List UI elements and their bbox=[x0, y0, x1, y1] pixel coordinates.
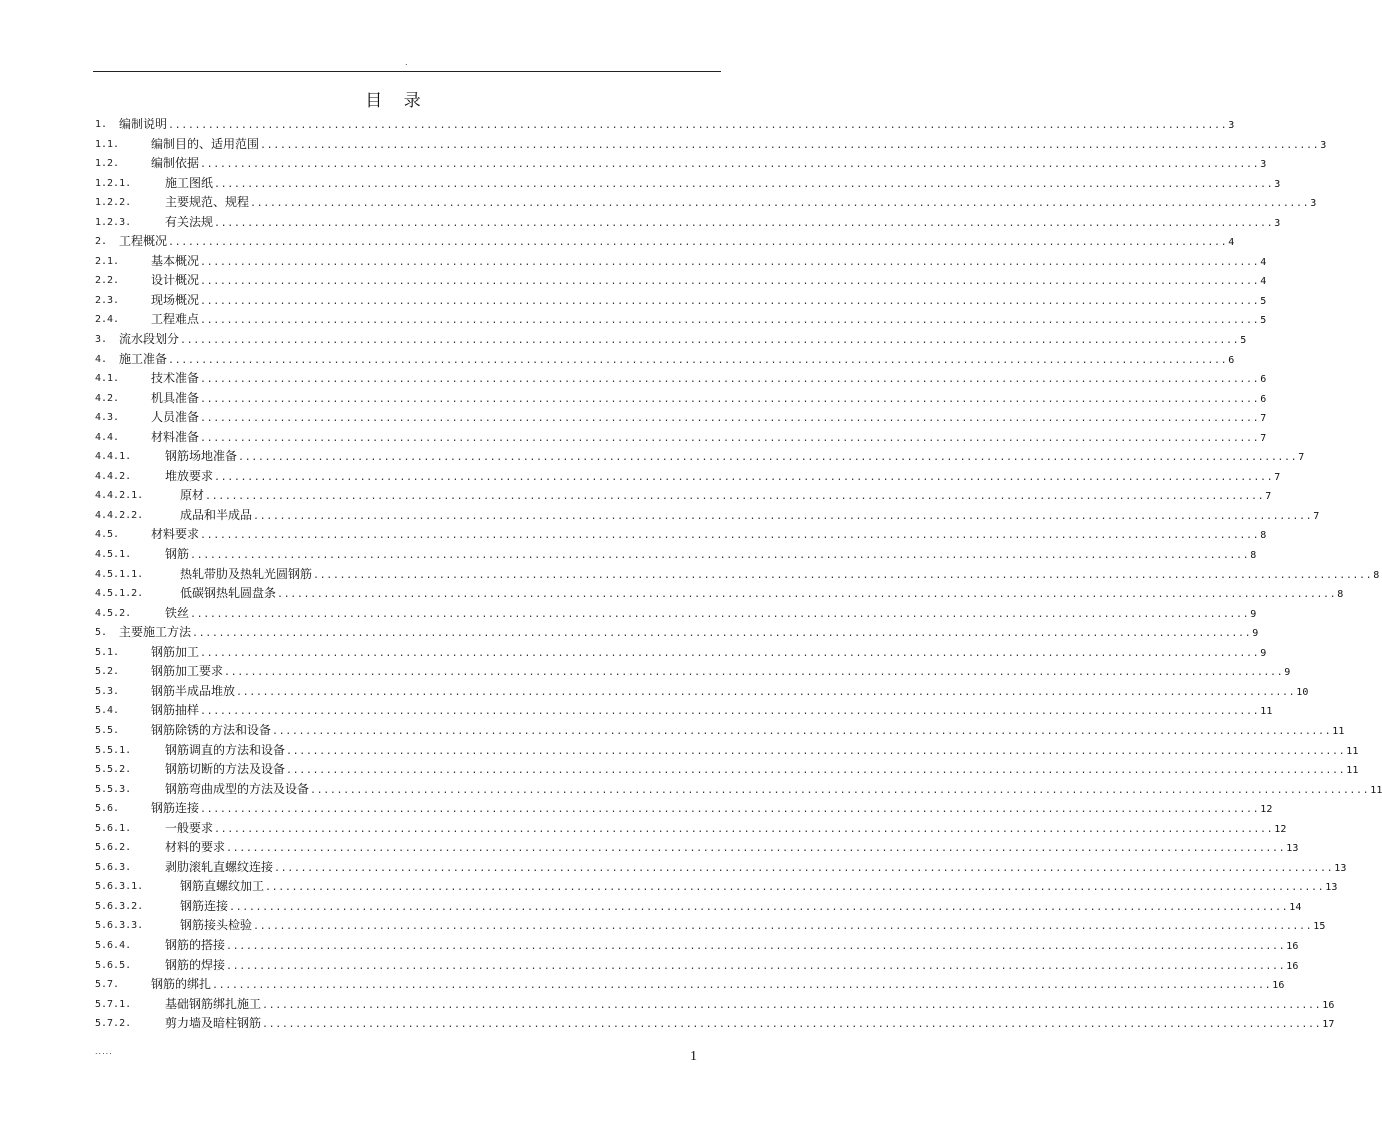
toc-entry-label: 人员准备 bbox=[151, 408, 200, 428]
toc-leader-dots: ................................................................................................................................................................ bbox=[286, 765, 1346, 777]
toc-entry[interactable] bbox=[95, 741, 1359, 761]
toc-entry-page: 7 bbox=[1260, 432, 1267, 444]
toc-entry-line bbox=[180, 565, 1380, 586]
toc-entry[interactable] bbox=[95, 447, 1305, 467]
toc-entry-line bbox=[165, 936, 1299, 957]
toc-leader-dots: ................................................................................................................................................................ bbox=[274, 862, 1334, 874]
toc-entry-label: 钢筋的绑扎 bbox=[151, 975, 212, 995]
toc-entry-page: 16 bbox=[1286, 940, 1299, 952]
toc-entry-label: 材料要求 bbox=[151, 525, 200, 545]
toc-entry-page: 10 bbox=[1296, 686, 1309, 698]
toc-entry-line bbox=[165, 193, 1317, 214]
toc-entry-label: 钢筋 bbox=[165, 545, 190, 565]
toc-entry-page: 6 bbox=[1228, 354, 1235, 366]
toc-entry-page: 3 bbox=[1274, 178, 1281, 190]
toc-entry-number: 5.5.2. bbox=[95, 764, 132, 776]
toc-entry-line bbox=[180, 486, 1272, 507]
toc-entry-line bbox=[151, 975, 1285, 996]
toc-entry-page: 11 bbox=[1332, 725, 1345, 737]
toc-entry-page: 7 bbox=[1274, 471, 1281, 483]
toc-entry-number: 3. bbox=[95, 334, 108, 346]
toc-entry-label: 主要施工方法 bbox=[119, 623, 192, 643]
toc-entry-label: 一般要求 bbox=[165, 819, 214, 839]
toc-entry-number: 4.4.1. bbox=[95, 451, 132, 463]
toc-entry-number: 4.4.2.1. bbox=[95, 490, 144, 502]
toc-entry-label: 基础钢筋绑扎施工 bbox=[165, 995, 262, 1015]
toc-entry-label: 钢筋加工要求 bbox=[151, 662, 224, 682]
toc-leader-dots: ................................................................................................................................................................ bbox=[214, 178, 1274, 190]
toc-entry-page: 14 bbox=[1289, 901, 1302, 913]
toc-entry[interactable] bbox=[95, 721, 1345, 741]
toc-entry[interactable] bbox=[95, 213, 1281, 233]
toc-entry[interactable] bbox=[95, 799, 1273, 819]
toc-entry-number: 4.4. bbox=[95, 431, 120, 443]
toc-entry-number: 5.2. bbox=[95, 666, 120, 678]
toc-entry[interactable] bbox=[95, 467, 1281, 487]
toc-entry-number: 2.3. bbox=[95, 294, 120, 306]
toc-entry-number: 4.5.1.2. bbox=[95, 588, 144, 600]
toc-entry-page: 7 bbox=[1313, 510, 1320, 522]
toc-leader-dots: ................................................................................................................................................................ bbox=[313, 569, 1373, 581]
toc-leader-dots: ................................................................................................................................................................ bbox=[224, 667, 1284, 679]
toc-entry-number: 1.2.3. bbox=[95, 216, 132, 228]
toc-entry-line bbox=[119, 115, 1235, 136]
toc-entry-line bbox=[165, 780, 1382, 801]
toc-entry[interactable] bbox=[95, 115, 1235, 135]
toc-leader-dots: ................................................................................................................................................................ bbox=[168, 354, 1228, 366]
toc-leader-dots: ................................................................................................................................................................ bbox=[168, 120, 1228, 131]
toc-leader-dots: ................................................................................................................................................................ bbox=[180, 335, 1240, 347]
toc-entry-number: 5.5.1. bbox=[95, 744, 132, 756]
toc-leader-dots: ................................................................................................................................................................ bbox=[236, 686, 1296, 698]
toc-entry-line bbox=[180, 916, 1326, 937]
toc-entry-line bbox=[180, 506, 1320, 527]
toc-leader-dots: ................................................................................................................................................................ bbox=[190, 550, 1250, 562]
toc-entry-number: 4.5. bbox=[95, 529, 120, 541]
toc-entry-line bbox=[151, 662, 1291, 683]
toc-entry-page: 11 bbox=[1346, 765, 1359, 777]
toc-entry-page: 8 bbox=[1260, 530, 1267, 542]
toc-entry-label: 钢筋连接 bbox=[151, 799, 200, 819]
toc-entry-label: 剪力墙及暗柱钢筋 bbox=[165, 1014, 262, 1034]
toc-entry-page: 3 bbox=[1320, 139, 1327, 151]
toc-entry[interactable] bbox=[95, 760, 1359, 780]
toc-leader-dots: ................................................................................................................................................................ bbox=[200, 374, 1260, 386]
toc-title: 目 录 bbox=[365, 91, 429, 111]
toc-leader-dots: ................................................................................................................................................................ bbox=[286, 745, 1346, 757]
toc-entry-number: 5.7.2. bbox=[95, 1018, 132, 1030]
toc-entry-line bbox=[165, 174, 1281, 195]
toc-entry-line bbox=[165, 741, 1359, 762]
toc-entry-number: 4.3. bbox=[95, 412, 120, 424]
toc-entry-line bbox=[151, 643, 1267, 664]
toc-entry-line bbox=[165, 995, 1335, 1016]
toc-entry[interactable] bbox=[95, 819, 1287, 839]
toc-entry-page: 7 bbox=[1260, 413, 1267, 425]
toc-entry-page: 16 bbox=[1272, 980, 1285, 992]
toc-entry-number: 5.6.3.1. bbox=[95, 881, 144, 893]
toc-entry-label: 工程难点 bbox=[151, 310, 200, 330]
toc-entry[interactable] bbox=[95, 916, 1326, 936]
toc-entry-page: 3 bbox=[1228, 120, 1235, 131]
toc-entry-page: 9 bbox=[1252, 628, 1259, 640]
toc-entry-page: 8 bbox=[1250, 550, 1257, 562]
toc-entry-page: 7 bbox=[1265, 491, 1272, 503]
toc-entry-line bbox=[119, 330, 1247, 351]
toc-entry[interactable] bbox=[95, 271, 1267, 291]
toc-entry-number: 4.5.2. bbox=[95, 607, 132, 619]
toc-entry-page: 4 bbox=[1228, 237, 1235, 249]
toc-leader-dots: ................................................................................................................................................................ bbox=[192, 628, 1252, 640]
toc-entry-page: 8 bbox=[1373, 569, 1380, 581]
toc-entry-line bbox=[151, 389, 1267, 410]
toc-entry-page: 9 bbox=[1284, 667, 1291, 679]
toc-entry[interactable] bbox=[95, 310, 1267, 330]
toc-entry-number: 5. bbox=[95, 627, 108, 639]
toc-entry-label: 钢筋调直的方法和设备 bbox=[165, 741, 286, 761]
toc-entry-number: 5.5. bbox=[95, 724, 120, 736]
toc-entry-label: 钢筋连接 bbox=[180, 897, 229, 917]
toc-leader-dots: ................................................................................................................................................................ bbox=[226, 843, 1286, 855]
toc-leader-dots: ................................................................................................................................................................ bbox=[200, 413, 1260, 425]
toc-entry-number: 5.3. bbox=[95, 685, 120, 697]
toc-entry-number: 5.6.1. bbox=[95, 822, 132, 834]
toc-entry-label: 主要规范、规程 bbox=[165, 193, 250, 213]
toc-entry-number: 4.5.1.1. bbox=[95, 568, 144, 580]
toc-entry-line bbox=[151, 701, 1273, 722]
toc-entry-label: 原材 bbox=[180, 486, 205, 506]
toc-entry-number: 5.6.2. bbox=[95, 842, 132, 854]
toc-entry-label: 编制说明 bbox=[119, 115, 168, 135]
toc-leader-dots: ................................................................................................................................................................ bbox=[190, 608, 1250, 620]
toc-entry[interactable] bbox=[95, 135, 1327, 155]
toc-entry[interactable] bbox=[95, 858, 1347, 878]
toc-entry-line bbox=[180, 877, 1338, 898]
toc-entry-number: 4.5.1. bbox=[95, 549, 132, 561]
toc-entry[interactable] bbox=[95, 1014, 1335, 1034]
toc-entry[interactable] bbox=[95, 565, 1380, 585]
toc-entry[interactable] bbox=[95, 486, 1272, 506]
toc-leader-dots: ................................................................................................................................................................ bbox=[200, 276, 1260, 288]
toc-leader-dots: ................................................................................................................................................................ bbox=[212, 980, 1272, 992]
toc-entry-page: 15 bbox=[1313, 921, 1326, 933]
toc-entry-page: 5 bbox=[1260, 315, 1267, 327]
toc-entry[interactable] bbox=[95, 936, 1299, 956]
toc-entry-line bbox=[165, 1014, 1335, 1035]
toc-leader-dots: ................................................................................................................................................................ bbox=[253, 921, 1313, 933]
toc-leader-dots: ................................................................................................................................................................ bbox=[200, 256, 1260, 268]
toc-entry-label: 设计概况 bbox=[151, 271, 200, 291]
toc-entry-number: 2.4. bbox=[95, 314, 120, 326]
toc-entry-page: 4 bbox=[1260, 276, 1267, 288]
toc-entry-page: 4 bbox=[1260, 256, 1267, 268]
toc-leader-dots: ................................................................................................................................................................ bbox=[226, 960, 1286, 972]
toc-entry-page: 5 bbox=[1240, 335, 1247, 347]
toc-entry-page: 13 bbox=[1325, 882, 1338, 894]
toc-entry-number: 2.1. bbox=[95, 255, 120, 267]
toc-entry-page: 3 bbox=[1260, 159, 1267, 171]
toc-entry-number: 5.4. bbox=[95, 705, 120, 717]
toc-leader-dots: ................................................................................................................................................................ bbox=[200, 804, 1260, 816]
toc-entry-line bbox=[165, 213, 1281, 234]
toc-entry[interactable] bbox=[95, 350, 1235, 370]
toc-entry[interactable] bbox=[95, 369, 1267, 389]
toc-entry-line bbox=[165, 956, 1299, 977]
toc-entry[interactable] bbox=[95, 330, 1247, 350]
toc-entry[interactable] bbox=[95, 408, 1267, 428]
toc-entry[interactable] bbox=[95, 525, 1267, 545]
toc-entry[interactable] bbox=[95, 584, 1344, 604]
toc-entry[interactable] bbox=[95, 174, 1281, 194]
toc-entry-page: 7 bbox=[1298, 452, 1305, 464]
toc-leader-dots: ................................................................................................................................................................ bbox=[200, 159, 1260, 171]
toc-entry-number: 4.2. bbox=[95, 392, 120, 404]
toc-entry[interactable] bbox=[95, 682, 1309, 702]
toc-entry-label: 工程概况 bbox=[119, 232, 168, 252]
toc-entry-line bbox=[151, 291, 1267, 312]
toc-entry-label: 堆放要求 bbox=[165, 467, 214, 487]
toc-entry-line bbox=[165, 760, 1359, 781]
toc-entry-page: 11 bbox=[1346, 745, 1359, 757]
toc-entry-label: 钢筋的焊接 bbox=[165, 956, 226, 976]
toc-entry-page: 6 bbox=[1260, 374, 1267, 386]
toc-leader-dots: ................................................................................................................................................................ bbox=[205, 491, 1265, 503]
table-of-contents bbox=[95, 115, 1382, 1034]
toc-entry-number: 5.6. bbox=[95, 803, 120, 815]
toc-entry-label: 低碳钢热轧圆盘条 bbox=[180, 584, 277, 604]
toc-leader-dots: ................................................................................................................................................................ bbox=[253, 510, 1313, 522]
toc-entry-number: 4.4.2.2. bbox=[95, 509, 144, 521]
toc-entry-line bbox=[119, 350, 1235, 371]
toc-entry-page: 9 bbox=[1260, 647, 1267, 659]
toc-leader-dots: ................................................................................................................................................................ bbox=[277, 589, 1337, 601]
toc-entry-number: 1.2. bbox=[95, 158, 120, 170]
toc-entry-label: 材料的要求 bbox=[165, 838, 226, 858]
toc-entry-number: 5.6.4. bbox=[95, 939, 132, 951]
toc-entry-page: 11 bbox=[1370, 784, 1382, 796]
footer-mark: ..... bbox=[95, 1047, 113, 1056]
toc-entry-label: 钢筋加工 bbox=[151, 643, 200, 663]
toc-entry-line bbox=[119, 232, 1235, 253]
toc-entry-line bbox=[151, 135, 1327, 156]
toc-entry-label: 编制目的、适用范围 bbox=[151, 135, 260, 155]
toc-leader-dots: ................................................................................................................................................................ bbox=[200, 432, 1260, 444]
toc-entry[interactable] bbox=[95, 643, 1267, 663]
toc-entry-line bbox=[180, 584, 1344, 605]
toc-entry-number: 1.2.2. bbox=[95, 197, 132, 209]
toc-leader-dots: ................................................................................................................................................................ bbox=[250, 198, 1310, 210]
toc-entry-page: 12 bbox=[1274, 823, 1287, 835]
toc-entry-page: 16 bbox=[1286, 960, 1299, 972]
toc-entry-label: 钢筋直螺纹加工 bbox=[180, 877, 265, 897]
toc-entry-label: 施工图纸 bbox=[165, 174, 214, 194]
toc-leader-dots: ................................................................................................................................................................ bbox=[310, 784, 1370, 796]
toc-entry-page: 9 bbox=[1250, 608, 1257, 620]
toc-leader-dots: ................................................................................................................................................................ bbox=[200, 706, 1260, 718]
toc-entry-number: 1.1. bbox=[95, 138, 120, 150]
toc-entry[interactable] bbox=[95, 975, 1285, 995]
toc-entry-label: 材料准备 bbox=[151, 428, 200, 448]
toc-entry-page: 13 bbox=[1334, 862, 1347, 874]
toc-entry[interactable] bbox=[95, 956, 1299, 976]
toc-entry-number: 5.5.3. bbox=[95, 783, 132, 795]
toc-entry[interactable] bbox=[95, 252, 1267, 272]
toc-entry[interactable] bbox=[95, 877, 1338, 897]
toc-entry-number: 5.1. bbox=[95, 646, 120, 658]
toc-entry-line bbox=[151, 682, 1309, 703]
toc-leader-dots: ................................................................................................................................................................ bbox=[200, 315, 1260, 327]
toc-entry[interactable] bbox=[95, 780, 1382, 800]
toc-entry-line bbox=[151, 310, 1267, 331]
page-number: 1 bbox=[690, 1049, 697, 1064]
toc-entry[interactable] bbox=[95, 897, 1302, 917]
toc-entry-page: 3 bbox=[1274, 217, 1281, 229]
toc-entry-label: 钢筋接头检验 bbox=[180, 916, 253, 936]
toc-entry-number: 4.4.2. bbox=[95, 470, 132, 482]
toc-entry-label: 钢筋场地准备 bbox=[165, 447, 238, 467]
header-mark: . bbox=[405, 58, 408, 67]
header-rule bbox=[93, 71, 721, 72]
toc-entry-number: 4.1. bbox=[95, 373, 120, 385]
toc-entry-number: 5.6.3. bbox=[95, 861, 132, 873]
toc-entry-label: 机具准备 bbox=[151, 389, 200, 409]
toc-entry[interactable] bbox=[95, 995, 1335, 1015]
toc-entry-label: 钢筋除锈的方法和设备 bbox=[151, 721, 272, 741]
toc-entry-page: 13 bbox=[1286, 843, 1299, 855]
toc-entry-label: 编制依据 bbox=[151, 154, 200, 174]
toc-entry[interactable] bbox=[95, 604, 1257, 624]
toc-entry-label: 钢筋切断的方法及设备 bbox=[165, 760, 286, 780]
toc-entry-page: 6 bbox=[1260, 393, 1267, 405]
toc-entry-page: 17 bbox=[1322, 1019, 1335, 1031]
toc-leader-dots: ................................................................................................................................................................ bbox=[260, 139, 1320, 151]
toc-entry-line bbox=[180, 897, 1302, 918]
toc-leader-dots: ................................................................................................................................................................ bbox=[168, 237, 1228, 249]
toc-entry-number: 1.2.1. bbox=[95, 177, 132, 189]
toc-entry-number: 5.7.1. bbox=[95, 998, 132, 1010]
toc-leader-dots: ................................................................................................................................................................ bbox=[214, 471, 1274, 483]
toc-entry-page: 12 bbox=[1260, 804, 1273, 816]
toc-leader-dots: ................................................................................................................................................................ bbox=[214, 823, 1274, 835]
toc-entry-line bbox=[151, 369, 1267, 390]
toc-entry-line bbox=[165, 838, 1299, 859]
toc-entry[interactable] bbox=[95, 623, 1259, 643]
toc-entry-line bbox=[119, 623, 1259, 644]
toc-leader-dots: ................................................................................................................................................................ bbox=[265, 882, 1325, 894]
toc-entry-label: 铁丝 bbox=[165, 604, 190, 624]
toc-entry[interactable] bbox=[95, 193, 1317, 213]
toc-entry[interactable] bbox=[95, 545, 1257, 565]
toc-leader-dots: ................................................................................................................................................................ bbox=[272, 725, 1332, 737]
toc-entry[interactable] bbox=[95, 232, 1235, 252]
toc-entry-line bbox=[151, 408, 1267, 429]
toc-entry-number: 5.7. bbox=[95, 979, 120, 991]
toc-entry-line bbox=[151, 252, 1267, 273]
toc-entry-page: 8 bbox=[1337, 589, 1344, 601]
toc-entry[interactable] bbox=[95, 701, 1273, 721]
toc-leader-dots: ................................................................................................................................................................ bbox=[214, 217, 1274, 229]
toc-entry-line bbox=[165, 545, 1257, 566]
toc-entry-label: 热轧带肋及热轧光圆钢筋 bbox=[180, 565, 313, 585]
toc-entry-label: 现场概况 bbox=[151, 291, 200, 311]
toc-entry-label: 流水段划分 bbox=[119, 330, 180, 350]
toc-entry-page: 3 bbox=[1310, 198, 1317, 210]
toc-entry-label: 施工准备 bbox=[119, 350, 168, 370]
toc-leader-dots: ................................................................................................................................................................ bbox=[200, 647, 1260, 659]
toc-entry-number: 4. bbox=[95, 353, 108, 365]
toc-leader-dots: ................................................................................................................................................................ bbox=[262, 999, 1322, 1011]
toc-entry[interactable] bbox=[95, 662, 1291, 682]
toc-entry-line bbox=[151, 721, 1345, 742]
toc-leader-dots: ................................................................................................................................................................ bbox=[200, 530, 1260, 542]
toc-entry-number: 5.6.3.2. bbox=[95, 900, 144, 912]
toc-leader-dots: ................................................................................................................................................................ bbox=[238, 452, 1298, 464]
toc-entry-line bbox=[151, 799, 1273, 820]
toc-entry-line bbox=[165, 447, 1305, 468]
toc-entry-number: 2.2. bbox=[95, 275, 120, 287]
toc-entry-page: 11 bbox=[1260, 706, 1273, 718]
toc-entry-line bbox=[151, 271, 1267, 292]
toc-entry-page: 16 bbox=[1322, 999, 1335, 1011]
toc-entry-label: 钢筋半成品堆放 bbox=[151, 682, 236, 702]
toc-entry[interactable] bbox=[95, 389, 1267, 409]
toc-entry-number: 5.6.3.3. bbox=[95, 920, 144, 932]
toc-leader-dots: ................................................................................................................................................................ bbox=[200, 295, 1260, 307]
toc-entry-line bbox=[165, 858, 1347, 879]
toc-entry[interactable] bbox=[95, 838, 1299, 858]
toc-entry-line bbox=[151, 525, 1267, 546]
toc-entry-label: 成品和半成品 bbox=[180, 506, 253, 526]
toc-entry-label: 钢筋的搭接 bbox=[165, 936, 226, 956]
toc-entry[interactable] bbox=[95, 506, 1320, 526]
toc-entry-page: 5 bbox=[1260, 295, 1267, 307]
toc-entry[interactable] bbox=[95, 291, 1267, 311]
toc-leader-dots: ................................................................................................................................................................ bbox=[229, 901, 1289, 913]
toc-entry-number: 1. bbox=[95, 119, 108, 130]
toc-entry-label: 基本概况 bbox=[151, 252, 200, 272]
toc-entry-line bbox=[151, 154, 1267, 175]
toc-leader-dots: ................................................................................................................................................................ bbox=[200, 393, 1260, 405]
toc-entry-number: 2. bbox=[95, 236, 108, 248]
toc-entry-number: 5.6.5. bbox=[95, 959, 132, 971]
toc-entry-line bbox=[151, 428, 1267, 449]
toc-entry-label: 技术准备 bbox=[151, 369, 200, 389]
toc-entry-label: 钢筋抽样 bbox=[151, 701, 200, 721]
toc-entry[interactable] bbox=[95, 428, 1267, 448]
toc-leader-dots: ................................................................................................................................................................ bbox=[226, 940, 1286, 952]
toc-leader-dots: ................................................................................................................................................................ bbox=[262, 1019, 1322, 1031]
toc-entry[interactable] bbox=[95, 154, 1267, 174]
toc-entry-line bbox=[165, 604, 1257, 625]
toc-entry-line bbox=[165, 467, 1281, 488]
toc-entry-line bbox=[165, 819, 1287, 840]
toc-entry-label: 有关法规 bbox=[165, 213, 214, 233]
toc-entry-label: 钢筋弯曲成型的方法及设备 bbox=[165, 780, 310, 800]
toc-entry-label: 剥肋滚轧直螺纹连接 bbox=[165, 858, 274, 878]
